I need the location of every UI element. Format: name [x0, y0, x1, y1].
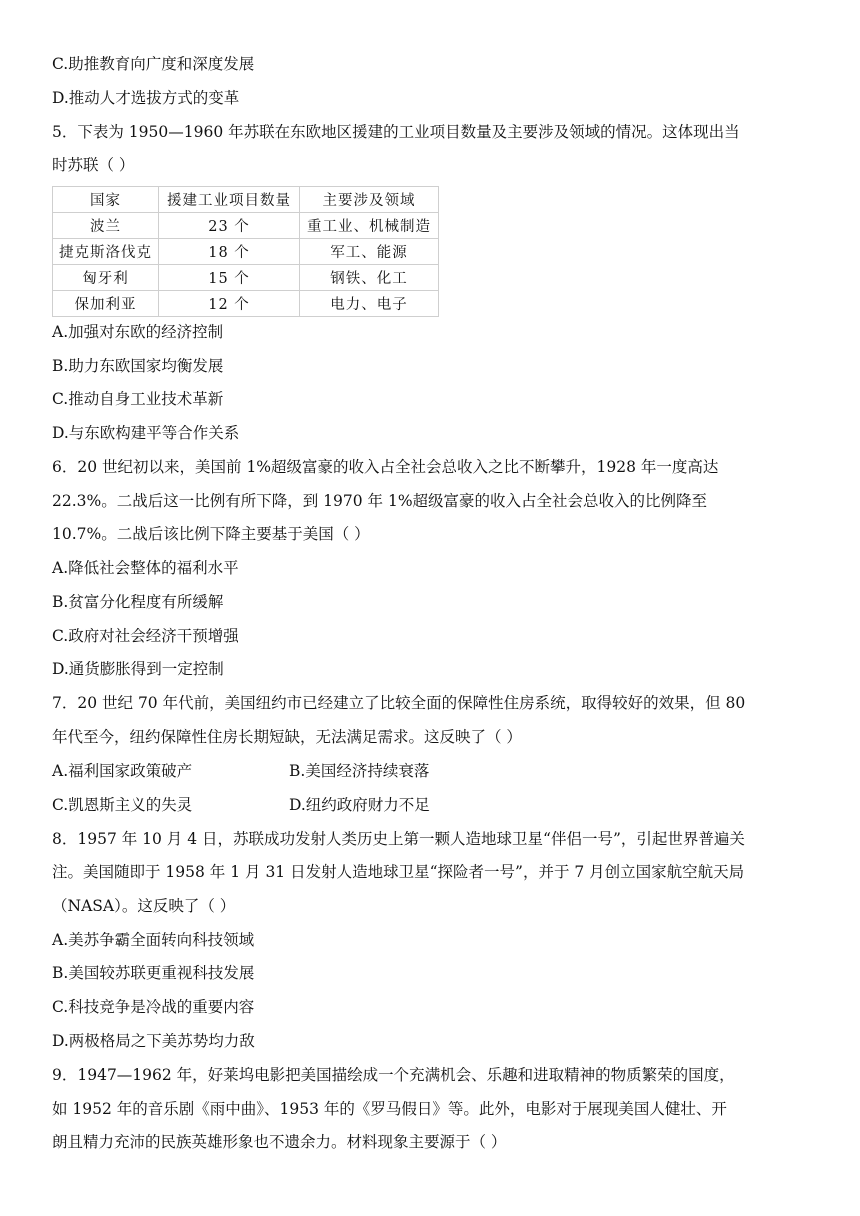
table-cell: 钢铁、化工: [300, 265, 439, 291]
table-cell: 电力、电子: [300, 291, 439, 317]
q8-stem-line-3: （NASA）。这反映了（ ）: [52, 897, 236, 915]
q9-stem-line-2: 如 1952 年的音乐剧《雨中曲》、1953 年的《罗马假日》等。此外，电影对于展现美国人健壮、开: [52, 1100, 727, 1118]
table-header-row: [53, 187, 439, 213]
table-cell: 捷克斯洛伐克: [53, 239, 159, 265]
q9-stem-line-3: 朗且精力充沛的民族英雄形象也不遗余力。材料现象主要源于（ ）: [52, 1133, 507, 1151]
table-header-cell: 国家: [53, 187, 159, 213]
q7-option-b: B.美国经济持续衰落: [289, 762, 430, 780]
q8-option-c: C.科技竞争是冷战的重要内容: [52, 998, 255, 1016]
q8-stem-line-1: 8．1957 年 10 月 4 日，苏联成功发射人类历史上第一颗人造地球卫星“伴侣一号”，引起世界普遍关: [52, 830, 745, 848]
table-header-cell: 援建工业项目数量: [159, 187, 300, 213]
q8-option-a: A.美苏争霸全面转向科技领域: [52, 931, 255, 949]
table-cell: 匈牙利: [53, 265, 159, 291]
q7-option-c: C.凯恩斯主义的失灵: [52, 796, 193, 814]
q6-stem-line-3: 10.7%。二战后该比例下降主要基于美国（ ）: [52, 525, 370, 543]
q4-option-c: C.助推教育向广度和深度发展: [52, 55, 255, 73]
table-cell: 保加利亚: [53, 291, 159, 317]
q5-table: [52, 186, 439, 317]
q5-stem-line-2: 时苏联（ ）: [52, 156, 135, 174]
q6-stem-line-2: 22.3%。二战后这一比例有所下降，到 1970 年 1%超级富豪的收入占全社会总收入的比例降至: [52, 492, 708, 510]
q5-stem-line-1: 5．下表为 1950—1960 年苏联在东欧地区援建的工业项目数量及主要涉及领域的情况。这体现出当: [52, 123, 740, 141]
table-row: [53, 213, 439, 239]
q9-stem-line-1: 9．1947—1962 年，好莱坞电影把美国描绘成一个充满机会、乐趣和进取精神的物质繁荣的国度，: [52, 1066, 735, 1084]
table-cell: 12 个: [159, 291, 300, 317]
q7-option-d: D.纽约政府财力不足: [289, 796, 430, 814]
q7-stem-line-2: 年代至今，纽约保障性住房长期短缺，无法满足需求。这反映了（ ）: [52, 728, 522, 746]
q8-option-d: D.两极格局之下美苏势均力敌: [52, 1032, 255, 1050]
table-row: [53, 291, 439, 317]
q6-option-b: B.贫富分化程度有所缓解: [52, 593, 224, 611]
q8-stem-line-2: 注。美国随即于 1958 年 1 月 31 日发射人造地球卫星“探险者一号”，并于 7 月创立国家航空航天局: [52, 863, 745, 881]
q5-option-c: C.推动自身工业技术革新: [52, 390, 224, 408]
table-cell: 重工业、机械制造: [300, 213, 439, 239]
q6-option-c: C.政府对社会经济干预增强: [52, 627, 239, 645]
q6-option-d: D.通货膨胀得到一定控制: [52, 660, 224, 678]
table-row: [53, 239, 439, 265]
q6-option-a: A.降低社会整体的福利水平: [52, 559, 239, 577]
table-row: [53, 265, 439, 291]
q5-option-b: B.助力东欧国家均衡发展: [52, 357, 224, 375]
q6-stem-line-1: 6．20 世纪初以来，美国前 1%超级富豪的收入占全社会总收入之比不断攀升，1928 年一度高达: [52, 458, 719, 476]
table-header-cell: 主要涉及领域: [300, 187, 439, 213]
q5-option-d: D.与东欧构建平等合作关系: [52, 424, 240, 442]
table-cell: 军工、能源: [300, 239, 439, 265]
q8-option-b: B.美国较苏联更重视科技发展: [52, 964, 255, 982]
q7-option-a: A.福利国家政策破产: [52, 762, 193, 780]
table-cell: 23 个: [159, 213, 300, 239]
table-cell: 波兰: [53, 213, 159, 239]
table-cell: 15 个: [159, 265, 300, 291]
table-cell: 18 个: [159, 239, 300, 265]
q7-stem-line-1: 7．20 世纪 70 年代前，美国纽约市已经建立了比较全面的保障性住房系统，取得较好的效果，但 80: [52, 694, 746, 712]
q5-option-a: A.加强对东欧的经济控制: [52, 323, 224, 341]
q4-option-d: D.推动人才选拔方式的变革: [52, 89, 240, 107]
